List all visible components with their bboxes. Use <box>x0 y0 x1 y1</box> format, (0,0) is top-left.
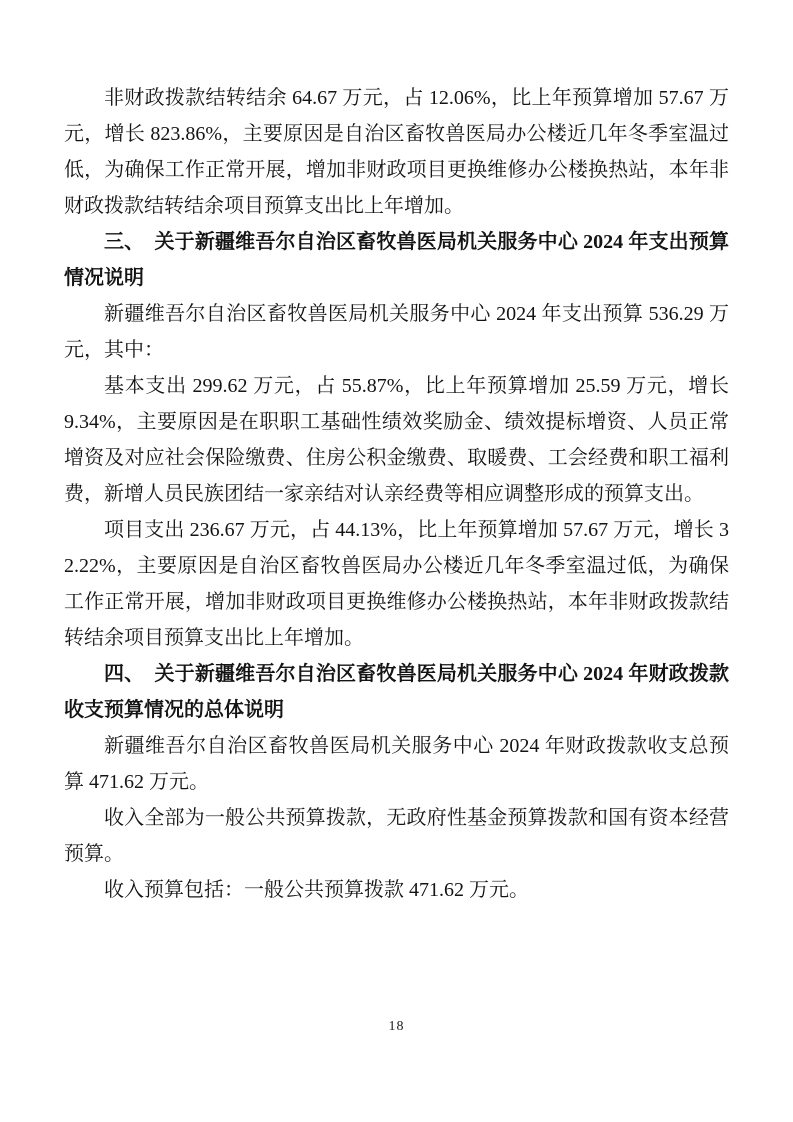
heading-section-four-fiscal-appropriation: 四、 关于新疆维吾尔自治区畜牧兽医局机关服务中心 2024 年财政拨款收支预算情况的总体说明 <box>64 663 729 721</box>
para-basic-expenditure: 基本支出 299.62 万元，占 55.87%，比上年预算增加 25.59 万元，增长 9.34%，主要原因是在职职工基础性绩效奖励金、绩效提标增资、人员正常增资及对应社会保险缴费、住房公积金缴费、取暖费、工会经费和职工福利费，新增人员民族团结一家亲结对认亲经费等相应调整形成的预算支出。 <box>64 375 729 505</box>
para-income-budget-detail: 收入预算包括：一般公共预算拨款 471.62 万元。 <box>104 879 529 901</box>
para-nonfiscal-carryover: 非财政拨款结转结余 64.67 万元，占 12.06%，比上年预算增加 57.67 万元，增长 823.86%，主要原因是自治区畜牧兽医局办公楼近几年冬季室温过低，为确保工作正常开展，增加非财政项目更换维修办公楼换热站，本年非财政拨款结转结余项目预算支出比上年增加。 <box>64 87 729 217</box>
document-body <box>64 80 729 908</box>
para-project-expenditure: 项目支出 236.67 万元，占 44.13%，比上年预算增加 57.67 万元，增长 32.22%，主要原因是自治区畜牧兽医局办公楼近几年冬季室温过低，为确保工作正常开展，增加非财政项目更换维修办公楼换热站，本年非财政拨款结转结余项目预算支出比上年增加。 <box>64 519 729 649</box>
page-number: 18 <box>388 1019 405 1034</box>
para-income-source: 收入全部为一般公共预算拨款，无政府性基金预算拨款和国有资本经营预算。 <box>64 807 729 865</box>
para-fiscal-total-budget: 新疆维吾尔自治区畜牧兽医局机关服务中心 2024 年财政拨款收支总预算 471.62 万元。 <box>64 735 729 793</box>
heading-section-three-expenditure-budget: 三、 关于新疆维吾尔自治区畜牧兽医局机关服务中心 2024 年支出预算情况说明 <box>64 231 729 289</box>
para-expenditure-total: 新疆维吾尔自治区畜牧兽医局机关服务中心 2024 年支出预算 536.29 万元，其中： <box>64 303 729 361</box>
